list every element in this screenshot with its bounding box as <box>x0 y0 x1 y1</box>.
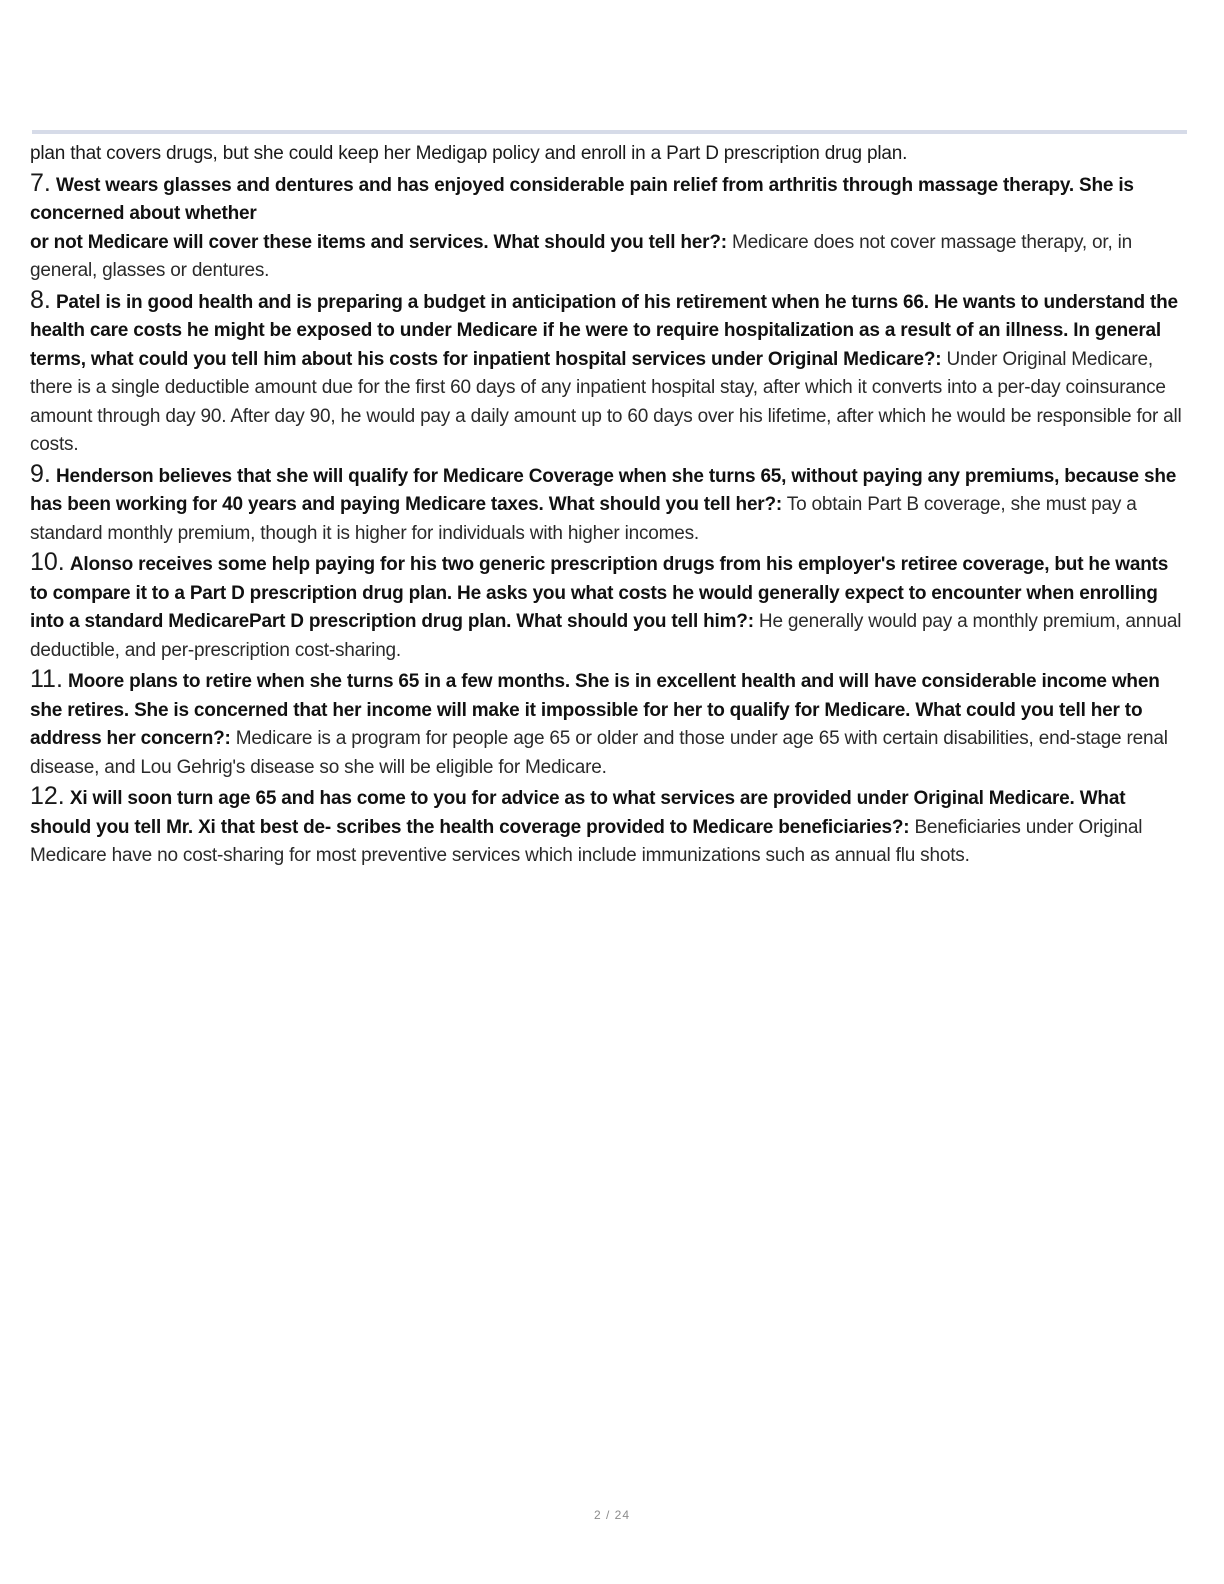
question-12 <box>30 782 1190 871</box>
question-text: Alonso receives some help paying for his two generic prescription drugs from his employer's retiree coverage, but he wants to compare it to a Part D prescription drug plan. He asks you what costs he would generally expect to encounter when enrolling into a standard MedicarePart D prescription drug plan. What should you tell him?: <box>30 554 1169 632</box>
answer-text: He generally would pay a monthly premium, annual deductible, and per-prescription cost-sharing. <box>30 611 1182 661</box>
question-9 <box>30 460 1190 549</box>
question-text-continued: or not Medicare will cover these items and services. What should you tell her?: <box>30 231 727 253</box>
question-number: 8. <box>30 285 51 314</box>
question-number: 7. <box>30 168 51 197</box>
question-text: Xi will soon turn age 65 and has come to you for advice as to what services are provided under Original Medicare. What should you tell Mr. Xi that best de- scribes the health coverage provided to Medicare beneficiaries?: <box>30 788 1126 838</box>
page-number: 2 / 24 <box>593 1508 631 1522</box>
answer-text: Beneficiaries under Original Medicare have no cost-sharing for most preventive services which include immunizations such as annual flu shots. <box>30 816 1143 866</box>
answer-text: Under Original Medicare, there is a single deductible amount due for the first 60 days of any inpatient hospital stay, after which it converts into a per-day coinsurance amount through day 90. After day 90, he would pay a daily amount up to 60 days over his lifetime, after which he would be responsible for all costs. <box>30 348 1182 455</box>
question-number: 11. <box>30 665 63 693</box>
question-10 <box>30 548 1190 665</box>
question-number: 10. <box>30 548 65 576</box>
question-text: Henderson believes that she will qualify for Medicare Coverage when she turns 65, without paying any premiums, because she has been working for 40 years and paying Medicare taxes. What should you tell her?: <box>30 465 1177 515</box>
question-text: Moore plans to retire when she turns 65 in a few months. She is in excellent health and will have considerable income when she retires. She is concerned that her income will make it impossible for her to qualify for Medicare. What could you tell her to address her concern?: <box>30 671 1160 749</box>
question-7 <box>30 169 1190 286</box>
answer-text: Medicare does not cover massage therapy, or, in general, glasses or dentures. <box>30 231 1133 281</box>
question-11 <box>30 665 1190 782</box>
question-text: West wears glasses and dentures and has enjoyed considerable pain relief from arthritis through massage therapy. She is concerned about whether <box>30 174 1134 224</box>
answer-text: Medicare is a program for people age 65 or older and those under age 65 with certain disabilities, end-stage renal disease, and Lou Gehrig's disease so she will be eligible for Medicare. <box>30 728 1168 778</box>
question-number: 12. <box>30 782 65 810</box>
question-8 <box>30 286 1190 460</box>
continuation-text: plan that covers drugs, but she could keep her Medigap policy and enroll in a Part D prescription drug plan. <box>30 143 908 164</box>
header-divider <box>32 130 1187 134</box>
answer-text: To obtain Part B coverage, she must pay a standard monthly premium, though it is higher for individuals with higher incomes. <box>30 494 1137 544</box>
document-body <box>30 140 1190 871</box>
question-text: Patel is in good health and is preparing a budget in anticipation of his retirement when he turns 66. He wants to understand the health care costs he might be exposed to under Medicare if he were to require hospitalization as a result of an illness. In general terms, what could you tell him about his costs for inpatient hospital services under Original Medicare?: <box>30 291 1178 370</box>
question-number: 9. <box>30 459 51 488</box>
